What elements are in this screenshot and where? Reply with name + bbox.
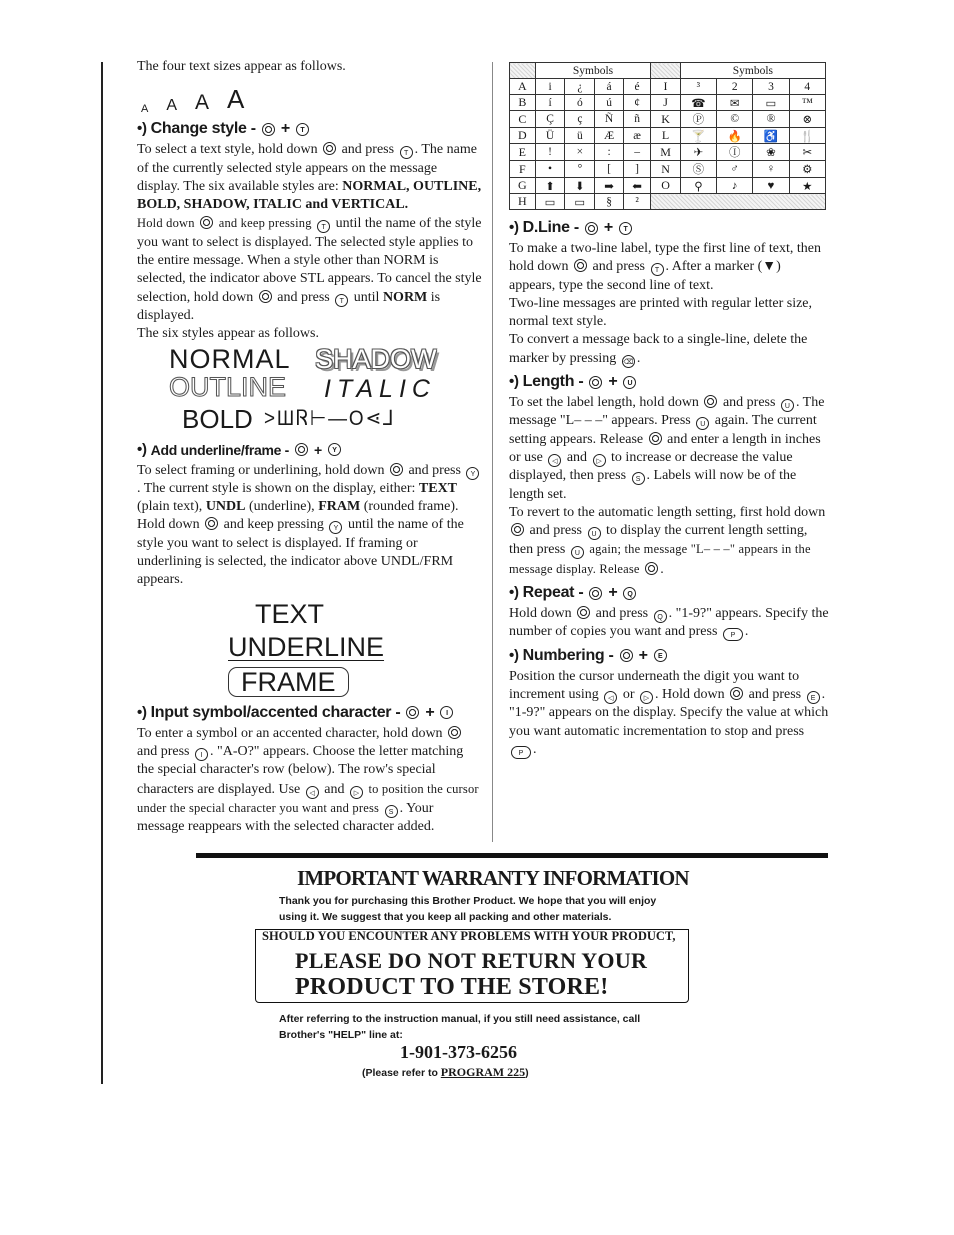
left-column: [137, 58, 482, 836]
program-reference: (Please refer to PROGRAM 225): [362, 1065, 529, 1079]
table-cell: Ü: [535, 128, 565, 144]
table-cell: [: [595, 161, 624, 178]
table-row: [510, 63, 826, 79]
code-key-icon: [323, 142, 336, 155]
style-outline-sample: OUTLINE: [169, 371, 287, 402]
table-cell: M: [651, 144, 680, 161]
table-cell: ♀: [753, 161, 789, 178]
repeat-heading: •) Repeat - + Q: [509, 583, 829, 603]
table-cell: D: [510, 128, 536, 144]
table-cell: Ⓢ: [680, 161, 716, 178]
table-cell: G: [510, 178, 536, 194]
frame-frame-sample: FRAME: [228, 667, 349, 697]
style-italic-sample: ITALIC: [324, 374, 436, 403]
help-phone-number: 1-901-373-6256: [400, 1042, 517, 1062]
length-key-icon: U: [696, 417, 709, 430]
numbering-body: Position the cursor underneath the digit you want to increment using ◁ or ▷ . Hold down and press E . "1-9?" appears on the display. Specify the value at which you want automatic incrementation to stop and press P .: [509, 668, 829, 757]
styles-intro: The six styles appear as follows.: [137, 326, 319, 342]
table-cell: H: [510, 194, 536, 210]
repeat-key-icon: Q: [623, 587, 636, 600]
undl-key-icon: Y: [328, 443, 341, 456]
table-cell: [651, 194, 826, 210]
table-cell: K: [651, 111, 680, 128]
code-key-icon: [406, 706, 419, 719]
table-cell: !: [535, 144, 565, 161]
table-cell: J: [651, 95, 680, 111]
code-key-icon: [448, 726, 461, 739]
numbering-key-icon: E: [807, 691, 820, 704]
numbering-heading: •) Numbering - + E: [509, 646, 829, 666]
column-divider: [492, 62, 493, 842]
table-cell: Ç: [535, 111, 565, 128]
code-key-icon: [704, 395, 717, 408]
text-size-samples: [141, 84, 482, 115]
length-key-icon: U: [571, 546, 584, 559]
warranty-thanks: Thank you for purchasing this Brother Product. We hope that you will enjoy using it. We suggest that you keep all packing and other materials.: [279, 895, 657, 923]
warranty-top-rule: [196, 853, 828, 858]
symbols-header-left: Symbols: [535, 63, 651, 79]
dline-key-icon: T: [651, 263, 664, 276]
table-cell: ç: [565, 111, 595, 128]
code-key-icon: [577, 606, 590, 619]
table-cell: Æ: [595, 128, 624, 144]
code-key-icon: [295, 443, 308, 456]
table-cell: ¢: [623, 95, 650, 111]
style-vertical-sample: >ШᏒ⊢—О⋖⅃: [264, 406, 396, 430]
style-normal-sample: NORMAL: [169, 343, 291, 374]
code-key-icon: [259, 290, 272, 303]
length-heading: •) Length - + U: [509, 372, 829, 392]
code-key-icon: [511, 523, 524, 536]
table-row: [510, 79, 826, 95]
table-cell: ⬆: [535, 178, 565, 194]
table-cell: ▭: [535, 194, 565, 210]
warranty-box-top: SHOULD YOU ENCOUNTER ANY PROBLEMS WITH YOUR PRODUCT,: [262, 929, 676, 943]
table-row: [510, 128, 826, 144]
warranty-title: IMPORTANT WARRANTY INFORMATION: [297, 866, 689, 890]
change-style-body: To select a text style, hold down and press T . The name of the currently selected style appears on the message display. The six available styles are: NORMAL, OUTLINE, BOLD, SHADOW, ITALIC and VERTICAL.: [137, 142, 482, 213]
table-cell: ¿: [565, 79, 595, 95]
table-cell: ×: [565, 144, 595, 161]
size-sample-2: A: [166, 97, 178, 115]
table-cell: Ñ: [595, 111, 624, 128]
table-cell: I: [651, 79, 680, 95]
table-cell: ²: [623, 194, 650, 210]
table-cell: 2: [717, 79, 753, 95]
code-key-icon: [262, 123, 275, 136]
table-row: [510, 161, 826, 178]
code-key-icon: [620, 649, 633, 662]
table-row: [510, 178, 826, 194]
table-cell: 🍴: [789, 128, 825, 144]
table-cell: 🍸: [680, 128, 716, 144]
change-style-body-2: Hold down and keep pressing T until the name of the style you want to select is displayed. The selected style applies to the entire message. When a style other than NORM is selected, the indicator above STL appears. To cancel the style selection, hold down and press T until NORM is displayed.: [137, 216, 482, 323]
frame-underline-sample: UNDERLINE: [228, 631, 385, 662]
table-cell: ó: [565, 95, 595, 111]
set-key-icon: S: [385, 805, 398, 818]
table-cell: B: [510, 95, 536, 111]
warranty-notice-box: [255, 929, 689, 1003]
table-cell: O: [651, 178, 680, 194]
change-style-heading: •) Change style - + T: [137, 119, 482, 139]
code-key-icon: [205, 517, 218, 530]
code-key-icon: [645, 562, 658, 575]
table-cell: é: [623, 79, 650, 95]
code-key-icon: [730, 687, 743, 700]
frame-samples: [137, 598, 482, 697]
table-row: [510, 194, 826, 210]
table-cell: ]: [623, 161, 650, 178]
table-cell: Ⓘ: [717, 144, 753, 161]
repeat-key-icon: Q: [654, 610, 667, 623]
table-cell: ³: [680, 79, 716, 95]
repeat-body: Hold down and press Q . "1-9?" appears. Specify the number of copies you want and press P .: [509, 606, 829, 640]
style-key-icon: T: [335, 294, 348, 307]
left-arrow-key-icon: ◁: [604, 691, 617, 704]
style-key-icon: T: [296, 123, 309, 136]
table-cell: ⬅: [623, 178, 650, 194]
code-key-icon: [390, 463, 403, 476]
table-cell: ✉: [717, 95, 753, 111]
size-sample-4: A: [227, 84, 245, 115]
undl-key-icon: Y: [329, 521, 342, 534]
table-cell: ♥: [753, 178, 789, 194]
left-arrow-key-icon: ◁: [548, 454, 561, 467]
table-cell: 🔥: [717, 128, 753, 144]
table-cell: Ⓟ: [680, 111, 716, 128]
table-cell: ©: [717, 111, 753, 128]
table-cell: §: [595, 194, 624, 210]
numbering-key-icon: E: [654, 649, 667, 662]
symbol-heading: •) Input symbol/accented character - + I: [137, 703, 482, 723]
table-cell: ⚲: [680, 178, 716, 194]
code-key-icon: [585, 222, 598, 235]
dline-body: To make a two-line label, type the first line of text, then hold down and press T . After a marker (▼) appears, type the second line of text.: [509, 241, 821, 293]
delete-key-icon: ⌫: [622, 355, 635, 368]
dline-body-3: To convert a message back to a single-line, delete the marker by pressing ⌫ .: [509, 332, 808, 366]
table-cell: ü: [565, 128, 595, 144]
table-cell: ▭: [753, 95, 789, 111]
table-cell: C: [510, 111, 536, 128]
code-key-icon: [589, 587, 602, 600]
table-cell: A: [510, 79, 536, 95]
print-key-icon: P: [511, 746, 531, 759]
table-row: [510, 144, 826, 161]
underline-body: To select framing or underlining, hold down and press Y. The current style is shown on the display, either: TEXT (plain text), UNDL (underline), FRAM (rounded frame). Hold down and keep pressing Y until the name of the style you want to select is displayed. If framing or underlining is selected, the indicator above UNDL/FRM appears.: [137, 462, 482, 590]
table-row: [510, 111, 826, 128]
table-row: [510, 95, 826, 111]
length-key-icon: U: [781, 399, 794, 412]
code-key-icon: [649, 432, 662, 445]
table-cell: ú: [595, 95, 624, 111]
table-cell: ™: [789, 95, 825, 111]
warranty-box-line1: PLEASE DO NOT RETURN YOUR: [295, 948, 648, 973]
table-cell: E: [510, 144, 536, 161]
table-cell: ♂: [717, 161, 753, 178]
table-cell: 4: [789, 79, 825, 95]
length-body-2: To revert to the automatic length setting, first hold down and press U to display the current length setting, then press U again; the message "L– – –" appears in the message display. Release .: [509, 504, 826, 577]
print-key-icon: P: [723, 628, 743, 641]
warranty-after: After referring to the instruction manual, if you still need assistance, call Brother's "HELP" line at:: [279, 1013, 641, 1041]
table-cell: ❀: [753, 144, 789, 161]
table-cell: ▭: [565, 194, 595, 210]
style-key-icon: T: [400, 146, 413, 159]
length-key-icon: U: [623, 376, 636, 389]
frame-text-sample: TEXT: [255, 598, 325, 629]
dline-key-icon: T: [619, 222, 632, 235]
dline-heading: •) D.Line - + T: [509, 218, 829, 238]
set-key-icon: S: [632, 472, 645, 485]
table-cell: –: [623, 144, 650, 161]
table-cell: ⚙: [789, 161, 825, 178]
style-samples: [137, 344, 482, 436]
table-cell: ♪: [717, 178, 753, 194]
left-arrow-key-icon: ◁: [306, 786, 319, 799]
table-cell: °: [565, 161, 595, 178]
table-cell: i: [535, 79, 565, 95]
symbols-table: [509, 62, 826, 210]
symbol-body: To enter a symbol or an accented character, hold down and press I . "A-O?" appears. Choose the letter matching the special character's row (below). The row's special characters are displayed. Use ◁ and ▷ to position the cursor under the special character you want and press S . Your message reappears with the selected character added.: [137, 725, 479, 835]
underline-heading: •) Add underline/frame - + Y: [137, 440, 482, 460]
table-cell: ♿: [753, 128, 789, 144]
table-cell: 3: [753, 79, 789, 95]
table-cell: N: [651, 161, 680, 178]
table-cell: í: [535, 95, 565, 111]
right-column: [509, 62, 829, 759]
symbol-key-icon: I: [195, 748, 208, 761]
table-cell: ☎: [680, 95, 716, 111]
style-key-icon: T: [317, 220, 330, 233]
table-cell: ✈: [680, 144, 716, 161]
table-cell: ⬇: [565, 178, 595, 194]
size-sample-1: A: [141, 103, 149, 116]
left-margin-rule: [101, 62, 103, 1084]
table-cell: :: [595, 144, 624, 161]
style-shadow-sample: SHADOW: [315, 343, 437, 374]
size-sample-3: A: [195, 91, 210, 115]
text-sizes-intro: The four text sizes appear as follows.: [137, 59, 346, 74]
length-key-icon: U: [588, 527, 601, 540]
table-cell: ★: [789, 178, 825, 194]
undl-key-icon: Y: [466, 467, 479, 480]
table-cell: F: [510, 161, 536, 178]
warranty-box-line2: PRODUCT TO THE STORE!: [295, 974, 609, 1000]
table-cell: ⊗: [789, 111, 825, 128]
table-cell: ➡: [595, 178, 624, 194]
length-body: To set the label length, hold down and press U . The message "L– – –" appears. Press U again. The current setting appears. Release and enter a length in inches or use ◁ and ▷ to increase or decrease the value displayed, then press S . Labels will now be of the length set.: [509, 395, 825, 502]
right-arrow-key-icon: ▷: [350, 786, 363, 799]
table-cell: •: [535, 161, 565, 178]
right-arrow-key-icon: ▷: [593, 454, 606, 467]
table-cell: ñ: [623, 111, 650, 128]
code-key-icon: [574, 259, 587, 272]
code-key-icon: [589, 376, 602, 389]
table-cell: L: [651, 128, 680, 144]
right-arrow-key-icon: ▷: [640, 691, 653, 704]
style-bold-sample: BOLD: [182, 403, 253, 434]
code-key-icon: [200, 216, 213, 229]
table-cell: æ: [623, 128, 650, 144]
symbols-header-right: Symbols: [680, 63, 825, 79]
dline-body-2: Two-line messages are printed with regular letter size, normal text style.: [509, 295, 813, 330]
table-cell: ®: [753, 111, 789, 128]
symbol-key-icon: I: [440, 706, 453, 719]
table-cell: á: [595, 79, 624, 95]
table-cell: ✂: [789, 144, 825, 161]
